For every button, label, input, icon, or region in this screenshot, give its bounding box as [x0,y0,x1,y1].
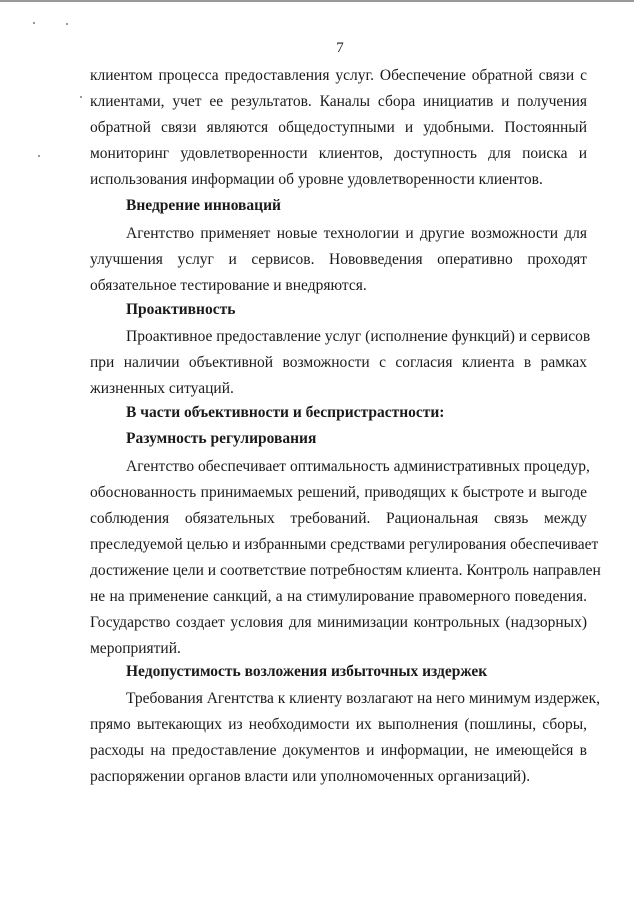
text-line: улучшения услуг и сервисов. Нововведения оперативно проходят [90,251,587,268]
scan-speck [33,22,35,24]
text-line: клиентами, учет ее результатов. Каналы сбора инициатив и получения [90,93,587,110]
section-heading: Недопустимость возложения избыточных издержек [126,663,488,680]
text-line: обязательное тестирование и внедряются. [90,277,367,294]
heading-innovation [90,193,587,219]
text-line: достижение цели и соответствие потребностям клиента. Контроль направлен [90,562,601,579]
paragraph-regulation [90,454,601,662]
text-line: распоряжении органов власти или уполномоченных организаций). [90,768,531,785]
text-line: не на применение санкций, а на стимулирование правомерного поведения. [90,588,587,605]
text-line: жизненных ситуаций. [90,380,234,397]
paragraph-innovation [90,221,587,299]
scan-speck [38,155,40,157]
heading-excess-costs [90,659,587,685]
text-line: соблюдения обязательных требований. Рациональная связь между [90,510,587,527]
scan-speck [66,23,68,25]
text-line: прямо вытекающих из необходимости их выполнения (пошлины, сборы, [90,716,587,733]
section-heading: Внедрение инноваций [126,197,281,214]
text-line: Государство создает условия для минимизации контрольных (надзорных) [90,614,587,631]
text-line: расходы на предоставление документов и информации, не имеющейся в [90,742,587,759]
scan-top-border [0,0,634,2]
text-line: обратной связи являются общедоступными и удобными. Постоянный [90,119,587,136]
section-heading: В части объективности и беспристрастности: [126,404,445,421]
text-line: мониторинг удовлетворенности клиентов, доступность для поиска и [90,145,587,162]
text-line: мероприятий. [90,640,181,657]
paragraph-feedback [90,63,587,193]
text-line: использования информации об уровне удовлетворенности клиентов. [90,171,543,188]
scan-speck [80,96,82,98]
paragraph-proactivity [90,324,591,402]
text-line: клиентом процесса предоставления услуг. Обеспечение обратной связи с [90,67,587,84]
heading-objectivity [90,400,587,426]
text-line: Требования Агентства к клиенту возлагают на него минимум издержек, [126,690,601,707]
text-line: преследуемой целью и избранными средствами регулирования обеспечивает [90,536,599,553]
heading-proactivity [90,297,587,323]
text-line: при наличии объективной возможности с согласия клиента в рамках [90,354,587,371]
section-heading: Разумность регулирования [126,430,317,447]
text-line: обоснованность принимаемых решений, приводящих к быстроте и выгоде [90,484,587,501]
text-line: Проактивное предоставление услуг (исполнение функций) и сервисов [126,328,591,345]
paragraph-excess-costs [90,686,601,790]
page-number: 7 [336,40,344,56]
text-line: Агентство применяет новые технологии и другие возможности для [126,225,587,242]
section-heading: Проактивность [126,301,236,318]
text-line: Агентство обеспечивает оптимальность административных процедур, [126,458,590,475]
heading-reasonable-regulation [90,426,587,452]
